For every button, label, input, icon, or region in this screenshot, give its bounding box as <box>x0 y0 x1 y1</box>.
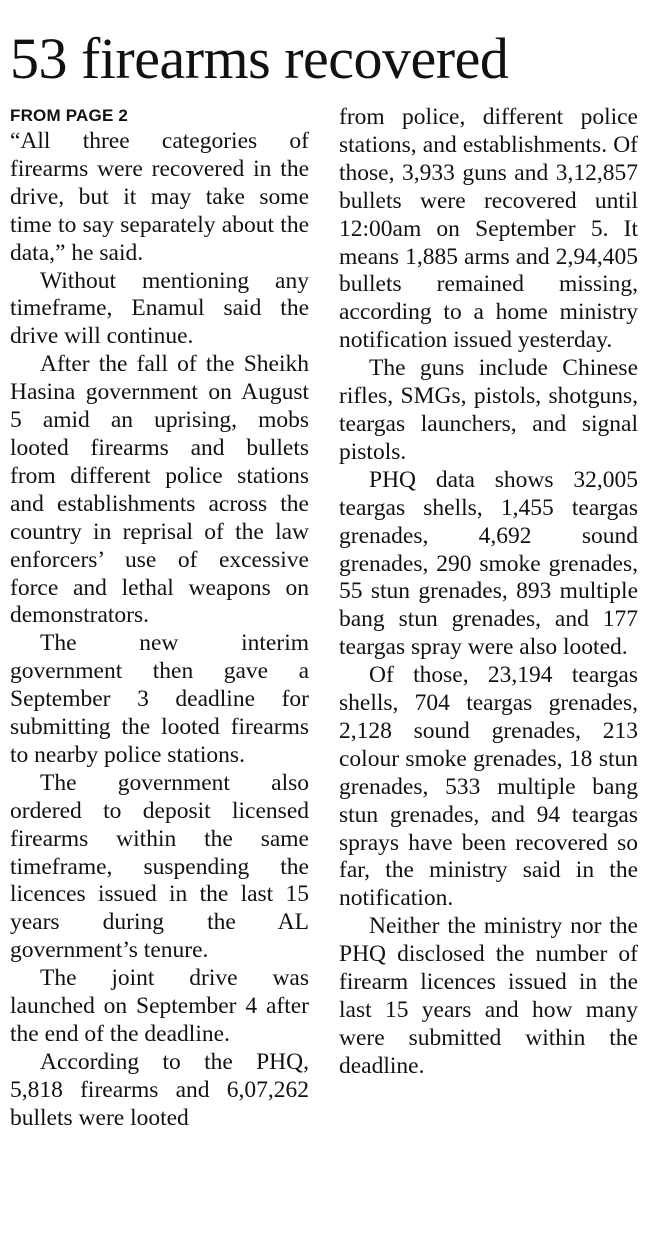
paragraph: The guns include Chinese rifles, SMGs, pistols, shotguns, teargas launchers, and signal pistols. <box>339 355 638 465</box>
paragraph: After the fall of the Sheikh Hasina government on August 5 amid an uprising, mobs looted firearms and bullets from different police stations and establishments across the country in reprisal of the law enforcers’ use of excessive force and lethal weapons on demonstrators. <box>10 351 309 629</box>
paragraph: The new interim government then gave a September 3 deadline for submitting the looted firearms to nearby police stations. <box>10 630 309 768</box>
continuation-kicker: FROM PAGE 2 <box>10 106 129 125</box>
paragraph: from police, different police stations, and establishments. Of those, 3,933 guns and 3,12,857 bullets were recovered until 12:00am on September 5. It means 1,885 arms and 2,94,405 bullets remained missing, according to a home ministry notification issued yesterday. <box>339 104 638 354</box>
paragraph: The joint drive was launched on September 4 after the end of the deadline. <box>10 965 309 1047</box>
headline: 53 firearms recovered <box>10 26 509 91</box>
paragraph: Of those, 23,194 teargas shells, 704 teargas grenades, 2,128 sound grenades, 213 colour smoke grenades, 18 stun grenades, 533 multiple bang stun grenades, and 94 teargas sprays have been recovered so far, the ministry said in the notification. <box>339 662 638 912</box>
paragraph: PHQ data shows 32,005 teargas shells, 1,455 teargas grenades, 4,692 sound grenades, 290 smoke grenades, 55 stun grenades, 893 multiple bang stun grenades, and 177 teargas spray were also looted. <box>339 466 638 661</box>
paragraph: According to the PHQ, 5,818 firearms and 6,07,262 bullets were looted <box>10 1048 309 1131</box>
article-column-left <box>10 104 309 1133</box>
paragraph: Without mentioning any timeframe, Enamul said the drive will continue. <box>10 267 309 350</box>
article-column-right <box>339 104 638 1081</box>
paragraph: “All three categories of firearms were recovered in the drive, but it may take some time to say separately about the data,” he said. <box>10 128 309 266</box>
paragraph: Neither the ministry nor the PHQ disclosed the number of firearm licences issued in the last 15 years and how many were submitted within the deadline. <box>339 913 638 1079</box>
paragraph: The government also ordered to deposit licensed firearms within the same timeframe, suspending the licences issued in the last 15 years during the AL government’s tenure. <box>10 769 309 964</box>
